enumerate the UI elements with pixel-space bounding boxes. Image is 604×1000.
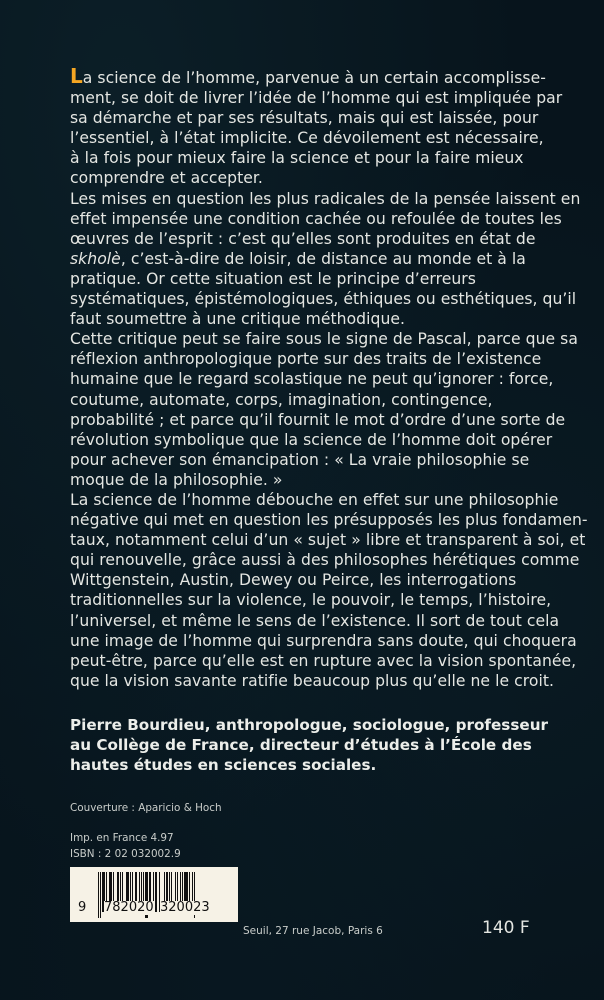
blurb-line: peut-être, parce qu’elle est en rupture avec la vision spontanée, xyxy=(70,651,577,670)
author-bio xyxy=(70,715,600,775)
blurb-line: pour achever son émancipation : « La vraie philosophie se xyxy=(70,450,530,469)
blurb-line: Wittgenstein, Austin, Dewey ou Peirce, les interrogations xyxy=(70,571,517,590)
bio-line: Pierre Bourdieu, anthropologue, sociologue, professeur xyxy=(70,716,548,734)
blurb-line: pratique. Or cette situation est le principe d’erreurs xyxy=(70,269,476,288)
blurb-line: une image de l’homme qui surprendra sans doute, qui choquera xyxy=(70,631,577,650)
blurb-line: effet impensée une condition cachée ou refoulée de toutes les xyxy=(70,209,562,228)
blurb-line: probabilité ; et parce qu’il fournit le mot d’ordre d’une sorte de xyxy=(70,410,566,429)
blurb-line: moque de la philosophie. » xyxy=(70,470,283,489)
blurb-line: comprendre et accepter. xyxy=(70,169,263,188)
bio-line: au Collège de France, directeur d’études à l’École des xyxy=(70,736,532,754)
blurb-line: Cette critique peut se faire sous le signe de Pascal, parce que sa xyxy=(70,330,578,349)
blurb-line: œuvres de l’esprit : c’est qu’elles sont produites en état de xyxy=(70,229,536,248)
barcode-left-group: 782020 xyxy=(104,900,154,915)
blurb-line: ment, se doit de livrer l’idée de l’homme qui est impliquée par xyxy=(70,89,563,108)
publisher-address: Seuil, 27 rue Jacob, Paris 6 xyxy=(243,925,383,937)
blurb-line: sa démarche et par ses résultats, mais qui est laissée, pour xyxy=(70,109,539,128)
italic-term: skholè xyxy=(70,249,121,268)
barcode-right-group: 320023 xyxy=(160,900,210,915)
isbn: ISBN : 2 02 032002.9 xyxy=(70,848,181,860)
blurb-line: systématiques, épistémologiques, éthiques ou esthétiques, qu’il xyxy=(70,290,577,309)
blurb-line: qui renouvelle, grâce aussi à des philosophes hérétiques comme xyxy=(70,551,580,570)
price: 140 F xyxy=(482,918,530,938)
blurb-line: La science de l’homme débouche en effet sur une philosophie xyxy=(70,490,559,509)
blurb-line: que la vision savante ratifie beaucoup plus qu’elle ne le croit. xyxy=(70,671,555,690)
blurb-line: l’essentiel, à l’état implicite. Ce dévoilement est nécessaire, xyxy=(70,129,544,148)
barcode xyxy=(70,867,238,922)
barcode-first-digit: 9 xyxy=(78,900,87,915)
blurb-line: traditionnelles sur la violence, le pouvoir, le temps, l’histoire, xyxy=(70,591,552,610)
blurb-line: l’universel, et même le sens de l’existence. Il sort de tout cela xyxy=(70,611,560,630)
blurb-line: faut soumettre à une critique méthodique. xyxy=(70,310,406,329)
bio-line: hautes études en sciences sociales. xyxy=(70,756,377,774)
blurb-line: coutume, automate, corps, imagination, contingence, xyxy=(70,390,493,409)
blurb-line-skhole: skholè, c’est-à-dire de loisir, de distance au monde et à la xyxy=(70,249,526,268)
blurb-line: taux, notamment celui d’un « sujet » libre et transparent à soi, et xyxy=(70,531,586,550)
blurb-line: révolution symbolique que la science de l’homme doit opérer xyxy=(70,430,553,449)
print-info: Imp. en France 4.97 xyxy=(70,832,174,844)
drop-cap: L xyxy=(70,64,83,88)
blurb-line: humaine que le regard scolastique ne peut qu’ignorer : force, xyxy=(70,370,554,389)
blurb-line: négative qui met en question les présupposés les plus fondamen- xyxy=(70,511,588,530)
back-cover-blurb xyxy=(70,64,600,691)
blurb-line: réflexion anthropologique porte sur des traits de l’existence xyxy=(70,350,542,369)
cover-credit: Couverture : Aparicio & Hoch xyxy=(70,802,222,814)
blurb-line: à la fois pour mieux faire la science et pour la faire mieux xyxy=(70,149,524,168)
blurb-line-0: La science de l’homme, parvenue à un certain accomplisse- xyxy=(70,64,546,88)
blurb-line: Les mises en question les plus radicales de la pensée laissent en xyxy=(70,189,581,208)
